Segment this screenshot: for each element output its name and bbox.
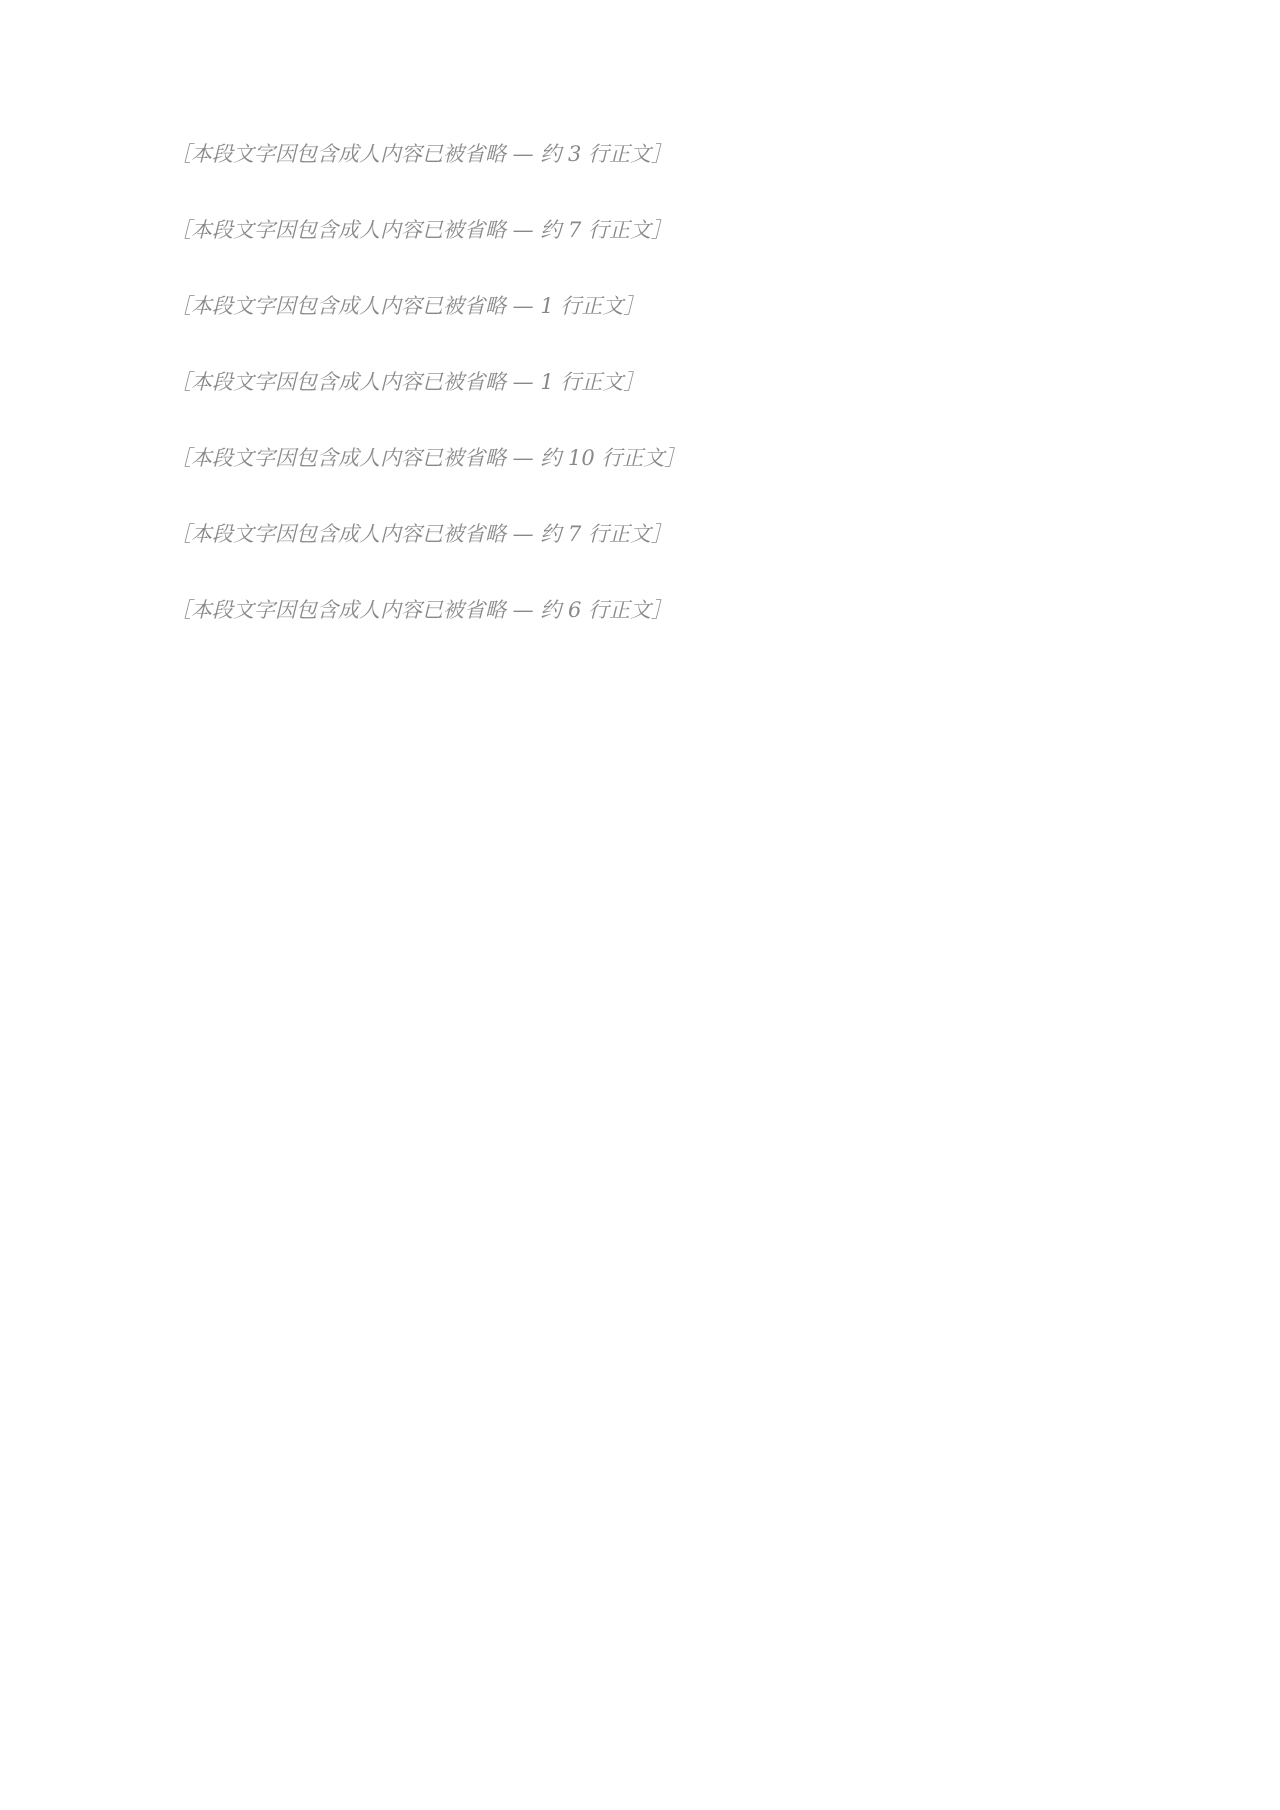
paragraph: ［本段文字因包含成人内容已被省略 — 约 7 行正文］ — [170, 218, 673, 242]
document-body — [170, 135, 955, 667]
paragraph: ［本段文字因包含成人内容已被省略 — 1 行正文］ — [170, 294, 645, 318]
paragraph: ［本段文字因包含成人内容已被省略 — 约 6 行正文］ — [170, 598, 673, 622]
paragraph: ［本段文字因包含成人内容已被省略 — 约 7 行正文］ — [170, 522, 673, 546]
paragraph: ［本段文字因包含成人内容已被省略 — 约 3 行正文］ — [170, 142, 673, 166]
paragraph: ［本段文字因包含成人内容已被省略 — 约 10 行正文］ — [170, 446, 686, 470]
paragraph: ［本段文字因包含成人内容已被省略 — 1 行正文］ — [170, 370, 645, 394]
